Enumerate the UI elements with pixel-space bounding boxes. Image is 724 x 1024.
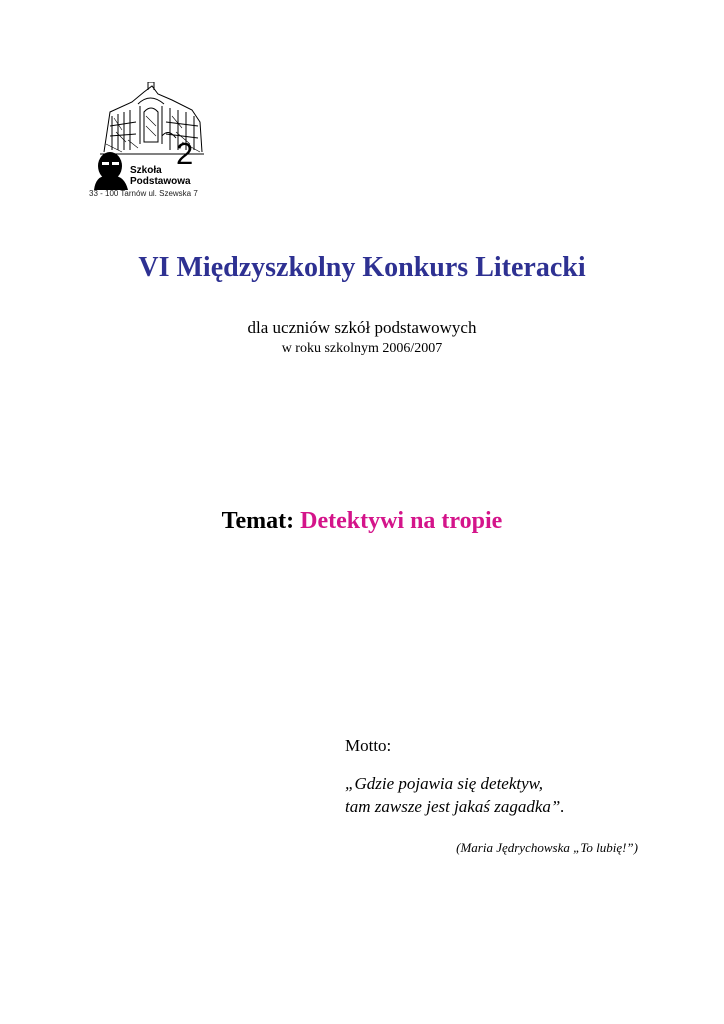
page-title: VI Międzyszkolny Konkurs Literacki — [138, 252, 586, 283]
topic-heading — [0, 508, 724, 535]
logo-school-line1: Szkoła — [130, 165, 162, 176]
motto-quote-line2: tam zawsze jest jakaś zagadka”. — [345, 797, 565, 816]
subtitle-school-year: w roku szkolnym 2006/2007 — [281, 341, 443, 356]
logo-school-line2: Podstawowa — [130, 176, 191, 187]
logo-address: 33 - 100 Tarnów ul. Szewska 7 — [89, 189, 198, 198]
subtitle-audience: dla uczniów szkół podstawowych — [247, 318, 477, 337]
school-logo — [89, 82, 232, 202]
topic-value: Detektywi na tropie — [300, 508, 503, 534]
motto-label: Motto: — [345, 736, 392, 755]
logo-school-number: 2 — [176, 136, 194, 171]
motto-source: (Maria Jędrychowska „To lubię!”) — [456, 840, 638, 855]
portrait-icon — [94, 152, 128, 190]
topic-label: Temat: — [221, 508, 295, 534]
motto-quote-line1: „Gdzie pojawia się detektyw, — [345, 774, 543, 793]
logo-school-name — [130, 165, 191, 187]
